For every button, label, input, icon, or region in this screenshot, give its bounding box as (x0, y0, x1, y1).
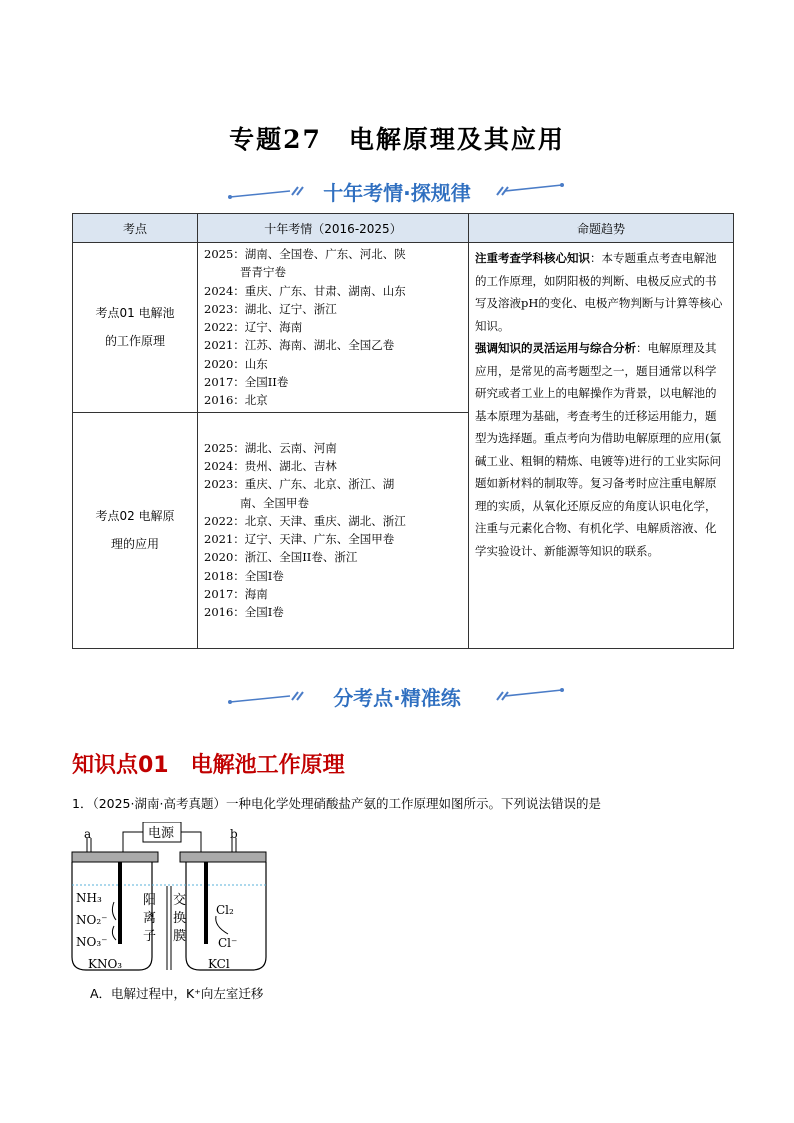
label-a: a (84, 827, 92, 841)
svg-text:NO₂⁻: NO₂⁻ (76, 913, 108, 927)
header-point: 考点 (73, 214, 198, 243)
svg-text:交: 交 (173, 893, 187, 908)
page-title: 专题27 电解原理及其应用 (229, 125, 565, 154)
label-b: b (230, 827, 238, 841)
point-cell-1: 考点01 电解池 的工作原理 (73, 243, 198, 413)
years-cell-1: 2025：湖南、全国卷、广东、河北、陕 晋青宁卷 2024：重庆、广东、甘肃、湖南、山东 2023：湖北、辽宁、浙江 2022：辽宁、海南 2021：江苏、海南、湖北、全国乙卷 2020：山东 2017：全国II卷 2016：北京 (198, 243, 469, 413)
banner-title: 十年考情·探规律 (323, 181, 471, 205)
exam-table (72, 213, 734, 649)
svg-text:NO₃⁻: NO₃⁻ (76, 935, 108, 949)
banner-ten-year (0, 175, 794, 205)
trend-cell: 注重考查学科核心知识：本专题重点考查电解池的工作原理，如阴阳极的判断、电极反应式的书写及溶液pH的变化、电极产物判断与计算等核心知识。 强调知识的灵活运用与综合分析：电解原理及其应用，是常见的高考题型之一，题目通常以科学研究或者工业上的电解操作为背景，以电解池的基本原理为基础，考查考生的迁移运用能力，题型为选择题。重点考向为借助电解原理的应用(氯碱工业、粗铜的精炼、电镀等)进行的工业实际问题如新材料的制取等。复习备考时应注重电解原理的实质，从氧化还原反应的角度认识电化学，注重与元素化合物、有机化学、电解质溶液、化学实验设计、新能源等知识的联系。 (469, 243, 734, 649)
svg-text:膜: 膜 (173, 929, 187, 944)
svg-text:KCl: KCl (208, 957, 230, 971)
svg-text:Cl₂: Cl₂ (216, 903, 234, 917)
svg-text:换: 换 (173, 911, 187, 926)
years-cell-2: 2025：湖北、云南、河南 2024：贵州、湖北、吉林 2023：重庆、广东、北京、浙江、湖 南、全国甲卷 2022：北京、天津、重庆、湖北、浙江 2021：辽宁、天津、广东、全国甲卷 2020：浙江、全国II卷、浙江 2018：全国I卷 2017：海南 2016：全国I卷 (198, 412, 469, 648)
svg-text:Cl⁻: Cl⁻ (218, 936, 238, 950)
svg-text:离: 离 (143, 911, 157, 926)
option-a: A．电解过程中，K⁺向左室迁移 (90, 986, 264, 1001)
electrolysis-diagram (68, 822, 288, 974)
svg-text:NH₃: NH₃ (76, 891, 102, 905)
question-1: 1．（2025·湖南·高考真题）一种电化学处理硝酸盐产氨的工作原理如图所示。下列说法错误的是 (72, 796, 601, 811)
right-electrode (204, 862, 208, 944)
svg-text:阳: 阳 (143, 893, 157, 908)
svg-text:子: 子 (143, 929, 157, 944)
banner-title: 分考点·精准练 (333, 686, 461, 710)
header-years: 十年考情（2016-2025） (198, 214, 469, 243)
left-electrode (118, 862, 122, 944)
section-heading: 知识点01 电解池工作原理 (72, 753, 345, 778)
header-trend: 命题趋势 (469, 214, 734, 243)
banner-practice (0, 680, 794, 710)
power-label: 电源 (148, 826, 175, 841)
svg-text:KNO₃: KNO₃ (88, 957, 123, 971)
point-cell-2: 考点02 电解原 理的应用 (73, 412, 198, 648)
